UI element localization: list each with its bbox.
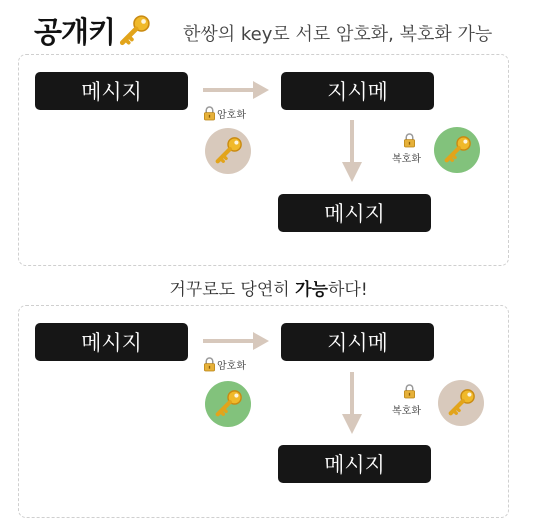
decrypt-arrow-2: [338, 370, 366, 436]
decrypt-key-2: [438, 380, 484, 426]
decrypt-label-2: 복호화: [392, 406, 421, 417]
middle-caption-bold: 가능: [295, 280, 328, 300]
key-icon: [213, 136, 243, 166]
message-box-source-2: 메시지: [35, 323, 188, 361]
message-box-result-2: 메시지: [278, 445, 431, 483]
encrypt-label-text-2: 암호화: [217, 361, 246, 372]
encrypt-arrow-2: [201, 329, 271, 353]
key-icon: [213, 389, 243, 419]
subtitle: 한쌍의 key로 서로 암호화, 복호화 가능: [183, 24, 493, 45]
decrypt-label-1: 복호화: [392, 154, 421, 165]
encrypt-label-2: [203, 357, 246, 372]
key-icon: [442, 135, 472, 165]
decrypt-key-1: [434, 127, 480, 173]
middle-caption-before: 거꾸로도 당연히: [169, 280, 296, 300]
encrypt-key-1: [205, 128, 251, 174]
encrypt-label-1: [203, 106, 246, 121]
middle-caption-after: 하다!: [327, 280, 368, 300]
lock-icon: [203, 357, 216, 372]
encrypt-key-2: [205, 381, 251, 427]
cipher-box-1: 지시메: [281, 72, 434, 110]
message-box-result-1: 메시지: [278, 194, 431, 232]
cipher-box-2: 지시메: [281, 323, 434, 361]
key-icon: [117, 14, 151, 48]
message-box-source-1: 메시지: [35, 72, 188, 110]
title-text: 공개키: [34, 15, 116, 49]
encrypt-arrow-1: [201, 78, 271, 102]
lock-icon: [203, 106, 216, 121]
title: [34, 10, 151, 51]
lock-icon: [403, 133, 416, 148]
key-icon: [446, 388, 476, 418]
lock-icon: [403, 384, 416, 399]
encrypt-label-text-1: 암호화: [217, 110, 246, 121]
middle-caption: [0, 275, 537, 300]
decrypt-arrow-1: [338, 118, 366, 184]
